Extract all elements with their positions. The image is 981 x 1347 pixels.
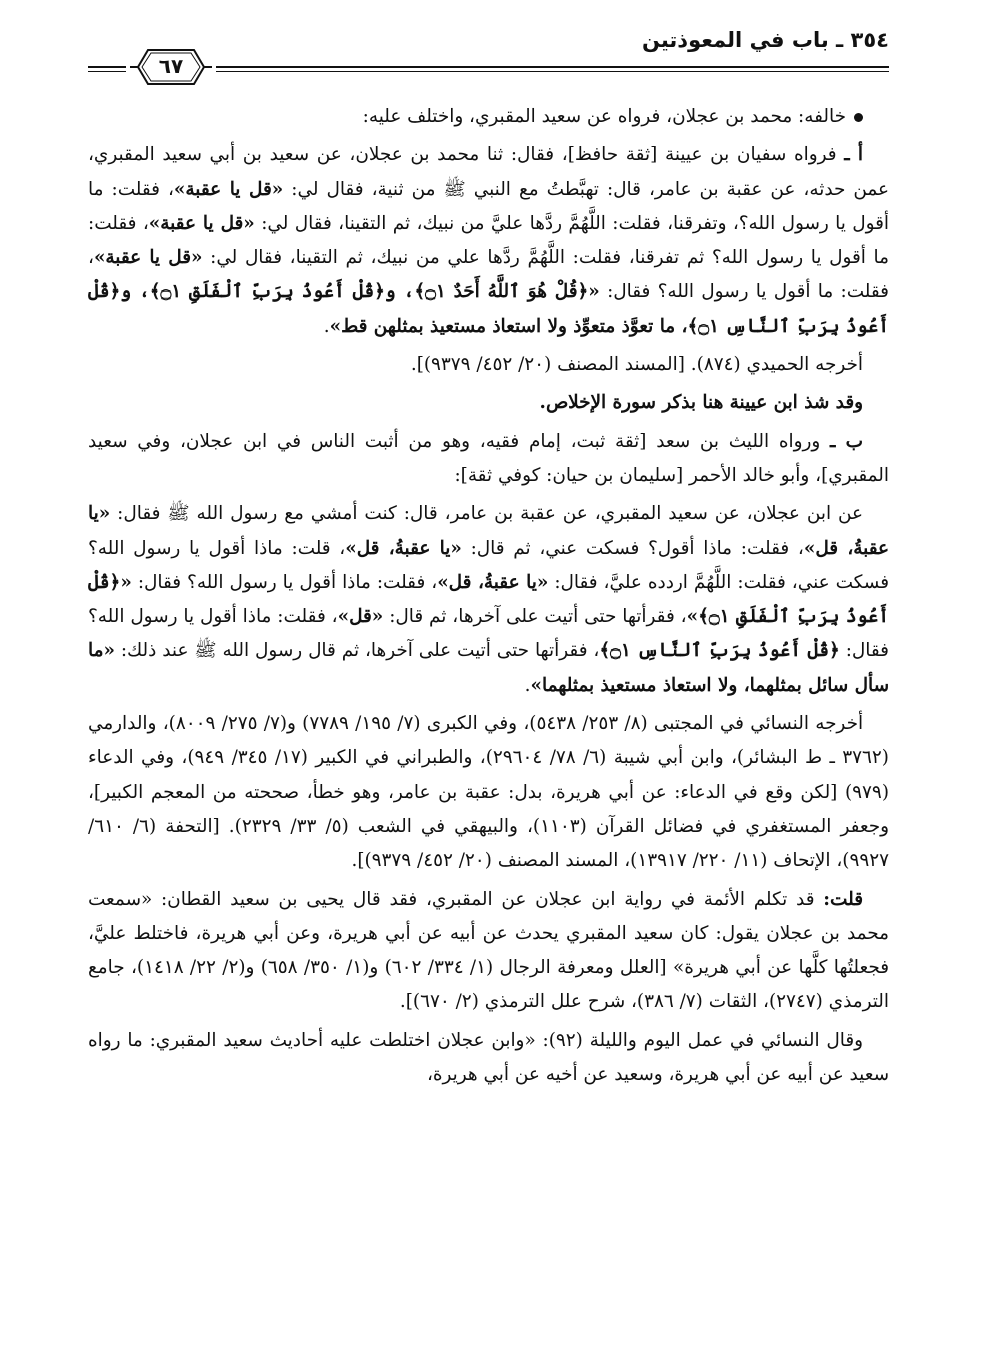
page-header [88, 22, 889, 78]
bullet-icon [854, 113, 863, 122]
paragraph-8: قلت: قد تكلم الأئمة في رواية ابن عجلان عن المقبري، فقد قال يحيى بن سعيد القطان: «سمعت محمد بن عجلان يقول: كان سعيد المقبري يحدث عن أبيه عن أبي هريرة، وعن أبي هريرة، فاختلط عليَّ، فجعلتُها كلَّها عن أبي هريرة» [العلل ومعرفة الرجال (١/ ٣٣٤/ ٦٠٢) و(١/ ٣٥٠/ ٦٥٨) و(٢/ ٢٢/ ١٤١٨)، جامع الترمذي (٢٧٤٧)، الثقات (٧/ ٣٨٦)، شرح علل الترمذي (٢/ ٦٧٠)]. [88, 888, 890, 1013]
paragraph-7: أخرجه النسائي في المجتبى (٨/ ٢٥٣/ ٥٤٣٨)، وفي الكبرى (٧/ ١٩٥/ ٧٧٨٩) و(٧/ ٢٧٥/ ٨٠٠٩)، والدارمي (٣٧٦٢ ـ ط البشائر)، وابن أبي شيبة (٦/ ٧٨/ ٢٩٦٠٤)، والطبراني في الكبير (١٧/ ٣٤٥/ ٩٤٩)، وفي الدعاء (٩٧٩) [لكن وقع في الدعاء: عن أبي هريرة، بدل: عقبة بن عامر، وهو خطأ، صححته من المعجم الكبير]، وجعفر المستغفري في فضائل القرآن (١١٠٣)، والبيهقي في الشعب (٥/ ٣٣/ ٢٣٢٩). [التحفة (٦/ ٦١٠/ ٩٩٢٧)، الإتحاف (١١/ ٢٢٠/ ١٣٩١٧)، المسند المصنف (٢٠/ ٤٥٢/ ٩٣٧٩)]. [88, 713, 890, 872]
paragraph-6: عن ابن عجلان، عن سعيد المقبري، عن عقبة بن عامر، قال: كنت أمشي مع رسول الله ﷺ فقال: «يا عقبةُ، قل»، فقلت: ماذا أقول؟ فسكت عني، ثم قال: «يا عقبةُ، قل»، قلت: ماذا أقول يا رسول الله؟ فسكت عني، فقلت: اللَّهُمَّ اردده عليَّ، فقال: «يا عقبةُ، قل»، فقلت: ماذا أقول يا رسول الله؟ فقال: «﴿قُلْ أَعُوذُ بِرَبِّ ٱلْفَلَقِ ۝١﴾»، فقرأتها حتى أتيت على آخرها، ثم قال: «قل»، فقلت: ماذا أقول يا رسول الله؟ فقال: ﴿قُلْ أَعُوذُ بِرَبِّ ٱلنَّاسِ ۝١﴾، فقرأتها حتى أتيت على آخرها، ثم قال رسول الله ﷺ عند ذلك: «ما سأل سائل بمثلهما، ولا استعاذ مستعيذ بمثلهما». [88, 503, 889, 696]
running-title: ٣٥٤ ـ باب في المعوذتين [641, 28, 889, 52]
paragraph-4: وقد شذ ابن عيينة هنا بذكر سورة الإخلاص. [539, 392, 863, 414]
header-rule [216, 66, 889, 72]
header-rule-left [88, 66, 126, 72]
paragraph-5: ب ـ ورواه الليث بن سعد [ثقة ثبت، إمام فقيه، وهو من أثبت الناس في ابن عجلان، وفي سعيد المقبري]، وأبو خالد الأحمر [سليمان بن حيان: كوفي ثقة]: [88, 430, 889, 486]
page-number: ٦٧ [158, 54, 184, 78]
paragraph-1: خالفه: محمد بن عجلان، فرواه عن سعيد المقبري، واختلف عليه: [88, 100, 889, 134]
paragraph-3: أخرجه الحميدي (٨٧٤). [المسند المصنف (٢٠/ ٤٥٢/ ٩٣٧٩)]. [410, 354, 863, 376]
paragraph-2: أ ـ فرواه سفيان بن عيينة [ثقة حافظ]، فقال: ثنا محمد بن عجلان، عن سعيد بن أبي سعيد المقبري، عمن حدثه، عن عقبة بن عامر، قال: تهبَّطتُ مع النبي ﷺ من ثنية، فقال لي: «قل يا عقبة»، فقلت: ما أقول يا رسول الله؟، وتفرقنا، فقلت: اللَّهُمَّ ردَّها عليَّ من نبيك، ثم التقينا، فقال لي: «قل يا عقبة»، فقلت: ما أقول يا رسول الله؟ ثم تفرقنا، فقلت: اللَّهُمَّ ردَّها علي من نبيك، ثم التقينا، فقال لي: «قل يا عقبة»، فقلت: ما أقول يا رسول الله؟ فقال: «﴿قُلْ هُوَ ٱللَّهُ أَحَدٌ ۝١﴾، و﴿قُلْ أَعُوذُ بِرَبِّ ٱلْفَلَقِ ۝١﴾، و﴿قُلْ أَعُوذُ بِرَبِّ ٱلنَّاسِ ۝١﴾، ما تعوَّذ متعوِّذ ولا استعاذ مستعيذ بمثلهن قط». [88, 144, 890, 337]
page-number-badge [128, 46, 214, 88]
paragraph-9: وقال النسائي في عمل اليوم والليلة (٩٢): «وابن عجلان اختلطت عليه أحاديث سعيد المقبري: ما رواه سعيد عن أبيه عن أبي هريرة، وسعيد عن أخيه عن أبي هريرة، [88, 1029, 889, 1086]
body-text [88, 100, 889, 1096]
